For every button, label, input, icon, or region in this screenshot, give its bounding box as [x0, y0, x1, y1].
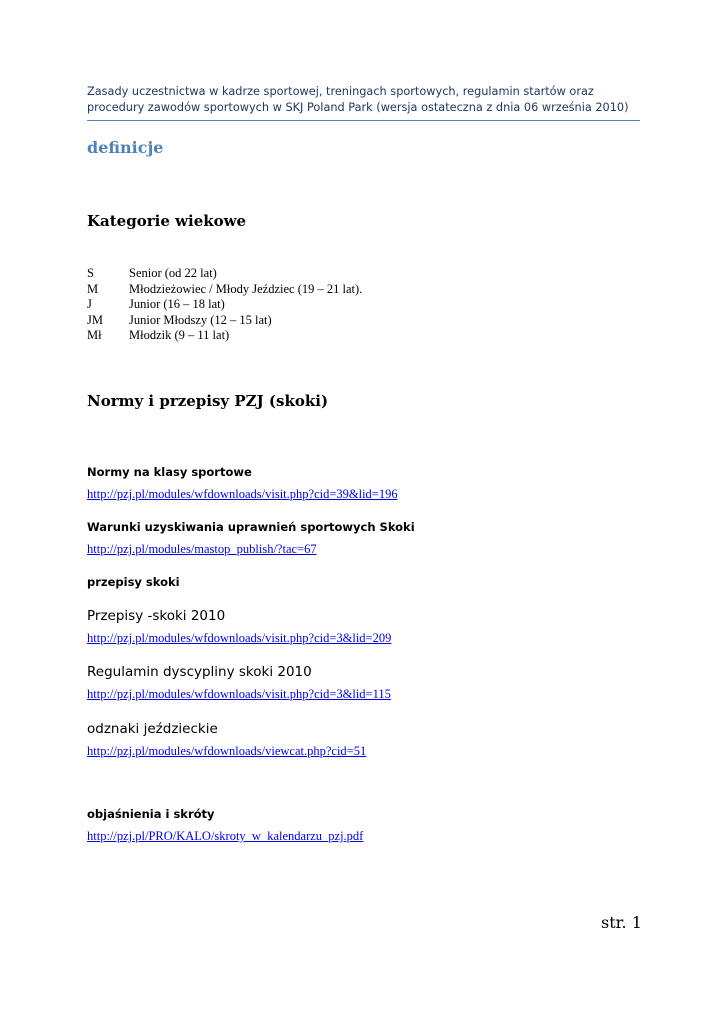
category-code: M	[87, 281, 99, 296]
klasy-link[interactable]: http://pzj.pl/modules/wfdownloads/visit.php?cid=39&lid=196	[87, 487, 398, 501]
category-description: Senior (od 22 lat)	[129, 266, 217, 280]
objasnienia-link[interactable]: http://pzj.pl/PRO/KALO/skroty_w_kalendarzu_pzj.pdf	[87, 829, 364, 843]
category-code: JM	[87, 312, 103, 327]
category-code: S	[87, 266, 94, 280]
kategorie-heading: Kategorie wiekowe	[87, 212, 247, 230]
header-divider	[87, 120, 640, 121]
category-row	[87, 297, 362, 313]
normy-heading: Normy i przepisy PZJ (skoki)	[87, 392, 329, 410]
page-header	[87, 84, 647, 116]
header-line-1: Zasady uczestnictwa w kadrze sportowej, treningach sportowych, regulamin startów oraz	[87, 85, 594, 98]
category-description: Młodzieżowiec / Młody Jeździec (19 – 21 lat).	[129, 281, 363, 296]
odznaki-item-link[interactable]: http://pzj.pl/modules/wfdownloads/viewcat.php?cid=51	[87, 744, 367, 758]
page-number: str. 1	[601, 913, 642, 932]
przepisy-item-title: Przepisy -skoki 2010	[87, 608, 226, 624]
category-row	[87, 313, 362, 329]
category-code: Mł	[87, 328, 102, 343]
category-code: J	[87, 297, 92, 312]
przepisy-subheading: przepisy skoki	[87, 575, 180, 589]
objasnienia-subheading: objaśnienia i skróty	[87, 807, 215, 821]
category-row	[87, 328, 362, 344]
klasy-subheading: Normy na klasy sportowe	[87, 465, 252, 479]
category-description: Junior (16 – 18 lat)	[129, 297, 225, 312]
warunki-link[interactable]: http://pzj.pl/modules/mastop_publish/?tac=67	[87, 542, 317, 556]
category-row	[87, 266, 362, 282]
age-category-list	[87, 266, 362, 344]
category-description: Junior Młodszy (12 – 15 lat)	[129, 312, 272, 327]
regulamin-item-link[interactable]: http://pzj.pl/modules/wfdownloads/visit.php?cid=3&lid=115	[87, 687, 391, 701]
header-line-2: procedury zawodów sportowych w SKJ Poland Park (wersja ostateczna z dnia 06 września 2010)	[87, 101, 629, 114]
definicje-heading: definicje	[87, 138, 164, 157]
regulamin-item-title: Regulamin dyscypliny skoki 2010	[87, 664, 312, 680]
warunki-subheading: Warunki uzyskiwania uprawnień sportowych Skoki	[87, 520, 415, 534]
category-description: Młodzik (9 – 11 lat)	[129, 328, 230, 343]
category-row	[87, 282, 362, 298]
odznaki-item-title: odznaki jeździeckie	[87, 721, 218, 737]
przepisy-item-link[interactable]: http://pzj.pl/modules/wfdownloads/visit.php?cid=3&lid=209	[87, 631, 392, 645]
